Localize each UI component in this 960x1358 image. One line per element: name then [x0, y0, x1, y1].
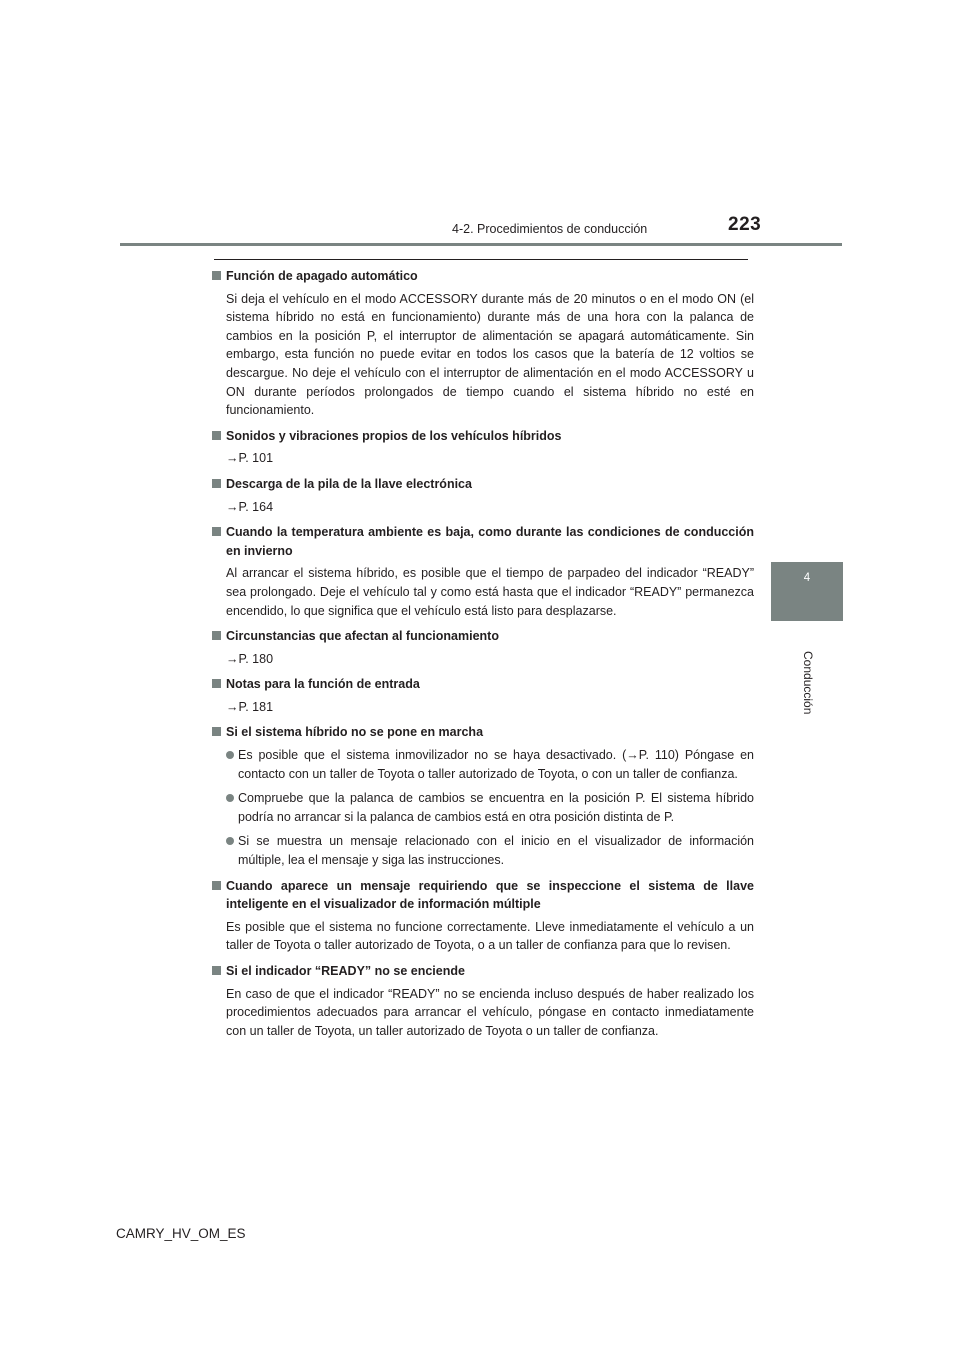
square-bullet-icon: [212, 431, 221, 440]
section-heading: [212, 267, 754, 286]
section-low-temperature: [212, 523, 754, 620]
section-title: 4-2. Procedimientos de conducción: [452, 222, 648, 236]
list-item-text: Compruebe que la palanca de cambios se encuentra en la posición P. El sistema híbrido podría no arrancar si la palanca de cambios está en otra posición distinta de P.: [238, 791, 754, 824]
section-circumstances: [212, 627, 754, 668]
section-hybrid-not-starting: [212, 723, 754, 869]
section-heading-text: Si el indicador “READY” no se enciende: [226, 964, 465, 978]
section-heading-text: Sonidos y vibraciones propios de los vehículos híbridos: [226, 428, 562, 443]
circle-bullet-icon: [226, 794, 234, 802]
section-key-battery: [212, 475, 754, 516]
content: [212, 267, 754, 1047]
section-heading-text: Notas para la función de entrada: [226, 677, 420, 692]
section-heading: [212, 627, 754, 646]
content-top-rule: [214, 259, 748, 260]
section-heading: [212, 877, 754, 914]
page-reference: →P. 101: [226, 451, 274, 466]
section-heading: [212, 962, 754, 981]
list-item-text: Es posible que el sistema inmovilizador no se haya desactivado. (→P. 110) Póngase en contacto con un taller de Toyota o taller autorizado de Toyota, o con un taller de confianza.: [238, 748, 754, 781]
section-body: Si deja el vehículo en el modo ACCESSORY durante más de 20 minutos o en el modo ON (el sistema híbrido no está en funcionamiento) durante más de una hora con la palanca de cambios en la posición P, el interruptor de alimentación se apagará automáticamente. Sin embargo, esta función no puede evitar en todos los casos que la batería de 12 voltios se descargue. No deje el vehículo con el interruptor de alimentación en el modo ACCESSORY u ON durante períodos prolongados de tiempo cuando el sistema híbrido no esté en funcionamiento.: [226, 291, 754, 418]
page-reference: →P. 181: [226, 699, 274, 714]
section-heading: [212, 675, 754, 694]
square-bullet-icon: [212, 679, 221, 688]
square-bullet-icon: [212, 631, 221, 640]
section-heading-text: Circunstancias que afectan al funcionamiento: [226, 629, 499, 644]
square-bullet-icon: [212, 966, 221, 975]
square-bullet-icon: [212, 527, 221, 536]
circle-bullet-icon: [226, 751, 234, 759]
section-heading-text: Cuando la temperatura ambiente es baja, como durante las condiciones de conducción en invierno: [226, 525, 754, 558]
square-bullet-icon: [212, 479, 221, 488]
section-heading-text: Descarga de la pila de la llave electrónica: [226, 476, 472, 491]
section-smart-key-message: [212, 877, 754, 955]
square-bullet-icon: [212, 881, 221, 890]
document-code: CAMRY_HV_OM_ES: [116, 1226, 246, 1241]
list-item: [212, 789, 754, 826]
circle-bullet-icon: [226, 837, 234, 845]
section-sounds: [212, 427, 754, 468]
section-heading-text: Función de apagado automático: [226, 269, 418, 283]
section-body: Al arrancar el sistema híbrido, es posible que el tiempo de parpadeo del indicador “READY” sea prolongado. Deje el vehículo tal y como está hasta que el indicador “READY” permanezca encendido, lo que significa que el vehículo está listo para desplazarse.: [226, 566, 754, 618]
section-heading: [212, 723, 754, 742]
section-body: Es posible que el sistema no funcione correctamente. Lleve inmediatamente el vehículo a un taller de Toyota o taller autorizado de Toyota, o a un taller de confianza para que lo revisen.: [226, 919, 754, 953]
page-reference: →P. 164: [226, 499, 274, 514]
section-heading: [212, 427, 754, 446]
square-bullet-icon: [212, 727, 221, 736]
section-heading-text: Cuando aparece un mensaje requiriendo que se inspeccione el sistema de llave inteligente en el visualizador de información múltiple: [226, 878, 754, 912]
list-item: [212, 746, 754, 783]
square-bullet-icon: [212, 271, 221, 280]
section-body: En caso de que el indicador “READY” no se encienda incluso después de haber realizado los procedimientos adecuados para arrancar el vehículo, póngase en contacto inmediatamente con un taller de Toyota, un taller autorizado de Toyota o un taller de confianza.: [226, 986, 754, 1038]
chapter-number: 4: [803, 572, 811, 584]
section-auto-off: [212, 267, 754, 420]
section-entry-function: [212, 675, 754, 716]
section-heading: [212, 523, 754, 560]
section-heading: [212, 475, 754, 494]
section-ready-indicator: [212, 962, 754, 1040]
chapter-label: Conducción: [801, 651, 815, 715]
page-number: 223: [728, 214, 762, 235]
chapter-tab: [771, 562, 843, 621]
section-heading-text: Si el sistema híbrido no se pone en marcha: [226, 725, 484, 740]
list-item-text: Si se muestra un mensaje relacionado con el inicio en el visualizador de información múltiple, lea el mensaje y siga las instrucciones.: [238, 834, 754, 868]
list-item: [212, 832, 754, 869]
page-reference: →P. 180: [226, 651, 274, 666]
header-rule: [120, 243, 842, 246]
